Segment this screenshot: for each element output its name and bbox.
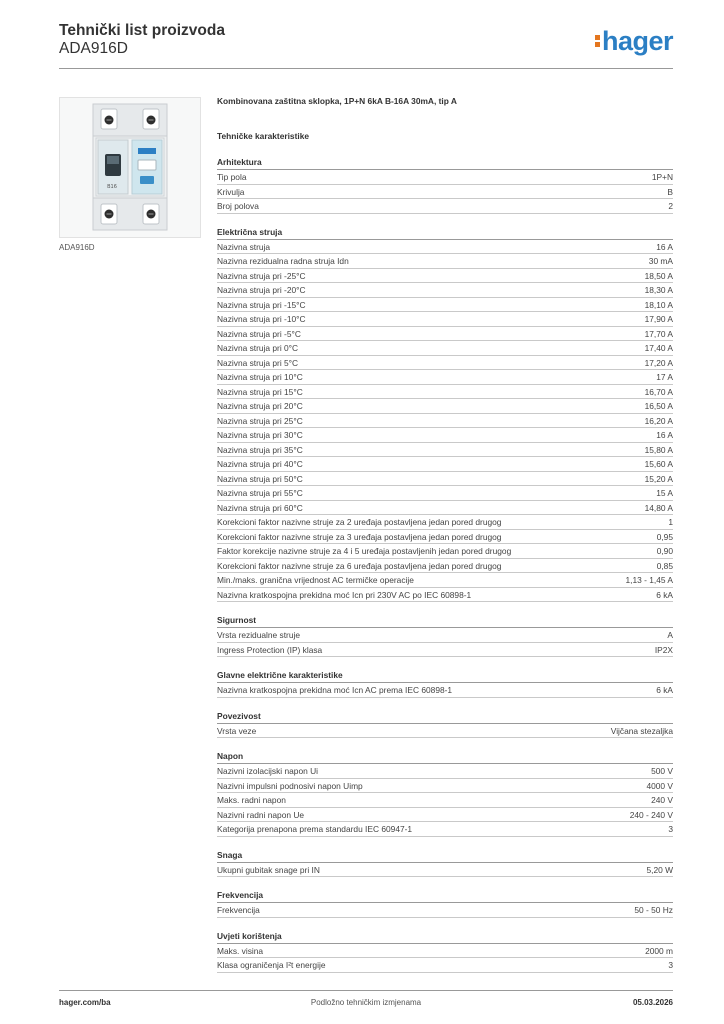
spec-label: Nazivna struja pri 25°C (217, 415, 303, 426)
hager-logo[interactable] (595, 26, 673, 57)
spec-value: 15,80 A (644, 444, 673, 455)
section-heading: Povezivost (217, 709, 673, 724)
spec-label: Kategorija prenapona prema standardu IEC 60947-1 (217, 824, 413, 834)
spec-row (217, 428, 673, 443)
spec-label: Min./maks. granična vrijednost AC termičke operacije (217, 575, 414, 585)
spec-row (217, 327, 673, 342)
spec-row (217, 312, 673, 327)
spec-label: Nazivni izolacijski napon Ui (217, 766, 319, 776)
spec-value: 500 V (651, 766, 673, 776)
spec-value: 240 V (651, 795, 673, 805)
spec-value: B (667, 186, 673, 197)
spec-label: Nazivna struja (217, 241, 271, 252)
spec-row (217, 298, 673, 313)
section-heading: Uvjeti korištenja (217, 929, 673, 944)
spec-label: Nazivna struja pri 15°C (217, 386, 303, 397)
spec-row (217, 793, 673, 808)
spec-value: 0,90 (656, 546, 673, 556)
spec-label: Korekcioni faktor nazivne struje za 2 uređaja postavljena jedan pored drugog (217, 517, 502, 527)
spec-value: 17,20 A (644, 357, 673, 368)
spec-label: Maks. visina (217, 945, 264, 956)
spec-row (217, 254, 673, 269)
spec-row (217, 822, 673, 837)
spec-label: Nazivna struja pri 30°C (217, 430, 303, 440)
spec-value: 14,80 A (644, 502, 673, 513)
spec-label: Nazivna struja pri -25°C (217, 270, 306, 281)
spec-value: 30 mA (648, 256, 673, 266)
spec-row (217, 370, 673, 385)
spec-label: Klasa ograničenja I²t energije (217, 960, 326, 970)
spec-row (217, 903, 673, 918)
spec-label: Nazivna struja pri 35°C (217, 444, 303, 455)
spec-label: Nazivna rezidualna radna struja Idn (217, 256, 349, 266)
spec-label: Nazivna struja pri 40°C (217, 459, 303, 469)
spec-value: 6 kA (656, 685, 673, 695)
spec-value: 16,70 A (644, 386, 673, 397)
spec-value: 17,90 A (644, 314, 673, 324)
spec-value: 0,85 (656, 560, 673, 571)
spec-value: 240 - 240 V (629, 809, 673, 820)
spec-content (217, 94, 673, 973)
spec-row (217, 559, 673, 574)
spec-row (217, 779, 673, 794)
spec-label: Nazivni radni napon Ue (217, 809, 305, 820)
spec-label: Nazivna kratkospojna prekidna moć Icn AC prema IEC 60898-1 (217, 685, 453, 695)
spec-row (217, 683, 673, 698)
spec-label: Nazivna struja pri 5°C (217, 357, 299, 368)
spec-label: Korekcioni faktor nazivne struje za 3 uređaja postavljena jedan pored drugog (217, 531, 502, 542)
document-title: Tehnički list proizvoda (59, 22, 225, 39)
logo-text: hager (601, 26, 673, 56)
spec-label: Tip pola (217, 172, 247, 182)
section-heading: Arhitektura (217, 155, 673, 170)
spec-label: Broj polova (217, 201, 259, 211)
spec-value: 15,20 A (644, 473, 673, 484)
spec-row (217, 863, 673, 878)
spec-row (217, 764, 673, 779)
spec-value: 3 (668, 960, 673, 970)
spec-label: Nazivni impulsni podnosivi napon Uimp (217, 780, 363, 791)
spec-label: Krivulja (217, 186, 245, 197)
section-heading: Frekvencija (217, 888, 673, 903)
spec-value: IP2X (654, 644, 673, 655)
spec-label: Ingress Protection (IP) klasa (217, 644, 323, 655)
spec-row (217, 808, 673, 823)
spec-sections (217, 155, 673, 973)
section-heading: Sigurnost (217, 613, 673, 628)
spec-value: 50 - 50 Hz (634, 905, 673, 915)
section-heading: Snaga (217, 848, 673, 863)
spec-row (217, 199, 673, 214)
spec-row (217, 472, 673, 487)
svg-text:B16: B16 (107, 184, 117, 190)
spec-value: Vijčana stezaljka (610, 725, 673, 736)
spec-value: 16,20 A (644, 415, 673, 426)
spec-row (217, 283, 673, 298)
spec-row (217, 385, 673, 400)
spec-value: 18,50 A (644, 270, 673, 281)
image-caption: ADA916D (59, 243, 95, 252)
spec-value: 16 A (656, 430, 673, 440)
spec-row (217, 573, 673, 588)
section-heading: Napon (217, 749, 673, 764)
spec-label: Nazivna struja pri -10°C (217, 314, 306, 324)
spec-value: 0,95 (656, 531, 673, 542)
spec-value: 17,40 A (644, 343, 673, 353)
spec-value: 15,60 A (644, 459, 673, 469)
spec-value: 1P+N (651, 172, 673, 182)
spec-label: Nazivna struja pri 0°C (217, 343, 299, 353)
section-heading: Električna struja (217, 225, 673, 240)
spec-row (217, 643, 673, 658)
spec-label: Frekvencija (217, 905, 260, 915)
footer-website-link[interactable]: hager.com/ba (59, 998, 111, 1007)
spec-value: 17 A (656, 372, 673, 382)
spec-value: A (667, 630, 673, 640)
product-code: ADA916D (59, 40, 128, 57)
spec-row (217, 724, 673, 739)
circuit-breaker-icon (60, 98, 200, 237)
spec-label: Vrsta rezidualne struje (217, 630, 301, 640)
technical-characteristics-title: Tehničke karakteristike (217, 131, 310, 141)
spec-value: 17,70 A (644, 328, 673, 339)
product-description: Kombinovana zaštitna sklopka, 1P+N 6kA B-16A 30mA, tip A (217, 96, 457, 106)
spec-row (217, 515, 673, 530)
spec-row (217, 185, 673, 200)
footer-divider (59, 990, 673, 991)
spec-label: Nazivna struja pri -5°C (217, 328, 301, 339)
spec-label: Vrsta veze (217, 725, 257, 736)
spec-row (217, 341, 673, 356)
spec-row (217, 501, 673, 516)
spec-row (217, 240, 673, 255)
spec-row (217, 588, 673, 603)
spec-value: 15 A (656, 488, 673, 498)
page-header (59, 22, 673, 58)
spec-value: 16,50 A (644, 401, 673, 411)
header-divider (59, 68, 673, 69)
spec-row (217, 457, 673, 472)
spec-value: 18,30 A (644, 285, 673, 295)
spec-value: 16 A (656, 241, 673, 252)
spec-value: 4000 V (646, 780, 673, 791)
logo-dots-icon (595, 33, 600, 49)
spec-value: 2000 m (645, 945, 673, 956)
spec-row (217, 958, 673, 973)
spec-row (217, 170, 673, 185)
spec-label: Nazivna struja pri 60°C (217, 502, 303, 513)
spec-label: Nazivna struja pri -15°C (217, 299, 306, 310)
spec-label: Nazivna struja pri 20°C (217, 401, 303, 411)
spec-label: Faktor korekcije nazivne struje za 4 i 5 uređaja postavljenih jedan pored drugog (217, 546, 512, 556)
spec-value: 5,20 W (646, 864, 673, 875)
product-image (59, 97, 201, 238)
spec-row (217, 399, 673, 414)
spec-label: Nazivna struja pri -20°C (217, 285, 306, 295)
spec-row (217, 628, 673, 643)
spec-row (217, 530, 673, 545)
spec-label: Nazivna kratkospojna prekidna moć Icn pri 230V AC po IEC 60898-1 (217, 589, 472, 600)
spec-row (217, 356, 673, 371)
section-heading: Glavne električne karakteristike (217, 668, 673, 683)
footer-date: 05.03.2026 (632, 998, 673, 1007)
spec-label: Ukupni gubitak snage pri IN (217, 864, 320, 875)
spec-label: Maks. radni napon (217, 795, 286, 805)
spec-row (217, 269, 673, 284)
spec-row (217, 544, 673, 559)
spec-label: Nazivna struja pri 50°C (217, 473, 303, 484)
spec-value: 18,10 A (644, 299, 673, 310)
spec-value: 2 (668, 201, 673, 211)
spec-label: Nazivna struja pri 55°C (217, 488, 303, 498)
spec-row (217, 443, 673, 458)
footer-notice: Podložno tehničkim izmjenama (310, 998, 422, 1007)
spec-row (217, 414, 673, 429)
spec-label: Korekcioni faktor nazivne struje za 6 uređaja postavljena jedan pored drugog (217, 560, 502, 571)
spec-row (217, 944, 673, 959)
spec-value: 1 (668, 517, 673, 527)
spec-value: 6 kA (656, 589, 673, 600)
spec-row (217, 486, 673, 501)
spec-value: 3 (668, 824, 673, 834)
spec-label: Nazivna struja pri 10°C (217, 372, 303, 382)
spec-value: 1,13 - 1,45 A (625, 575, 673, 585)
